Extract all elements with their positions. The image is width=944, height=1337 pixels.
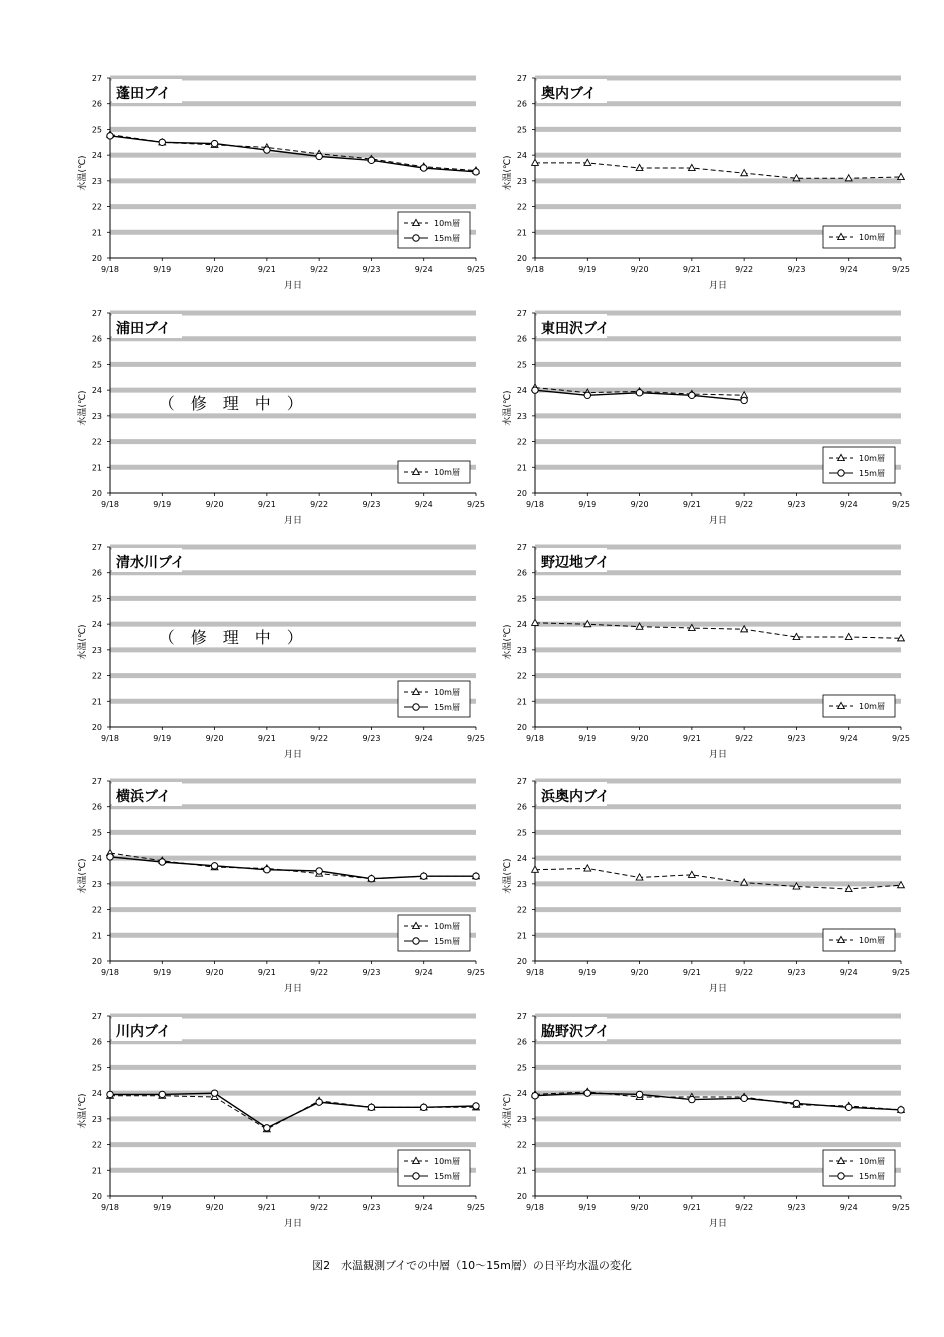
x-tick-label: 9/25 bbox=[467, 265, 485, 274]
line-chart bbox=[495, 305, 935, 535]
y-tick-label: 24 bbox=[91, 854, 102, 864]
legend-label: 10m層 bbox=[434, 468, 460, 477]
y-tick-label: 21 bbox=[516, 1166, 527, 1176]
x-axis-label: 月日 bbox=[708, 516, 728, 526]
y-tick-label: 26 bbox=[516, 1037, 527, 1047]
x-tick-label: 9/19 bbox=[153, 500, 172, 509]
y-axis-label: 水温(℃) bbox=[503, 858, 513, 894]
y-tick-label: 25 bbox=[91, 594, 102, 604]
y-axis-label: 水温(℃) bbox=[503, 1093, 513, 1129]
y-tick-label: 25 bbox=[516, 594, 527, 604]
data-point bbox=[421, 1104, 427, 1110]
x-tick-label: 9/18 bbox=[101, 500, 119, 509]
x-tick-label: 9/22 bbox=[310, 968, 329, 977]
data-point bbox=[636, 390, 642, 396]
x-tick-label: 9/21 bbox=[682, 265, 701, 274]
data-point bbox=[688, 871, 695, 877]
data-point bbox=[421, 165, 427, 171]
data-point bbox=[741, 1095, 747, 1101]
legend-marker bbox=[413, 704, 419, 710]
y-tick-label: 25 bbox=[516, 828, 527, 838]
legend-marker bbox=[838, 470, 844, 476]
x-tick-label: 9/21 bbox=[682, 734, 701, 743]
x-tick-label: 9/18 bbox=[526, 500, 544, 509]
legend-label: 15m層 bbox=[434, 703, 460, 712]
y-tick-label: 27 bbox=[516, 74, 527, 83]
y-tick-label: 26 bbox=[91, 334, 102, 344]
data-point bbox=[473, 1103, 479, 1109]
data-point bbox=[159, 859, 165, 865]
x-tick-label: 9/25 bbox=[467, 1203, 485, 1212]
x-tick-label: 9/20 bbox=[205, 265, 224, 274]
y-axis-label: 水温(℃) bbox=[503, 155, 513, 191]
x-tick-label: 9/23 bbox=[787, 500, 806, 509]
x-tick-label: 9/23 bbox=[362, 500, 381, 509]
x-tick-label: 9/18 bbox=[526, 1203, 544, 1212]
y-axis-label: 水温(℃) bbox=[503, 390, 513, 426]
legend-marker bbox=[413, 1173, 419, 1179]
x-tick-label: 9/22 bbox=[310, 734, 329, 743]
chart-panel-kawauchi bbox=[70, 1008, 510, 1238]
x-tick-label: 9/22 bbox=[735, 265, 754, 274]
data-point bbox=[107, 1091, 113, 1097]
chart-title: 浦田ブイ bbox=[116, 321, 171, 337]
x-tick-label: 9/19 bbox=[153, 968, 172, 977]
y-tick-label: 22 bbox=[91, 202, 102, 212]
y-tick-label: 21 bbox=[516, 931, 527, 941]
line-chart bbox=[495, 1008, 935, 1238]
legend-label: 10m層 bbox=[434, 688, 460, 697]
y-tick-label: 27 bbox=[516, 309, 527, 318]
legend-marker bbox=[838, 1173, 844, 1179]
y-tick-label: 24 bbox=[91, 620, 102, 630]
x-tick-label: 9/24 bbox=[414, 500, 433, 509]
y-tick-label: 25 bbox=[91, 125, 102, 135]
x-tick-label: 9/22 bbox=[735, 500, 754, 509]
y-tick-label: 25 bbox=[91, 828, 102, 838]
x-tick-label: 9/21 bbox=[682, 1203, 701, 1212]
y-tick-label: 24 bbox=[91, 386, 102, 396]
figure-caption: 図2 水温観測ブイでの中層（10～15m層）の日平均水温の変化 bbox=[312, 1259, 632, 1272]
x-tick-label: 9/23 bbox=[362, 968, 381, 977]
y-tick-label: 27 bbox=[516, 1012, 527, 1021]
x-tick-label: 9/20 bbox=[205, 500, 224, 509]
x-tick-label: 9/19 bbox=[578, 1203, 597, 1212]
x-tick-label: 9/21 bbox=[257, 1203, 276, 1212]
data-point bbox=[689, 392, 695, 398]
data-point bbox=[584, 865, 591, 871]
y-tick-label: 25 bbox=[516, 360, 527, 370]
x-tick-label: 9/25 bbox=[467, 734, 485, 743]
x-tick-label: 9/24 bbox=[839, 734, 858, 743]
y-tick-label: 22 bbox=[516, 202, 527, 212]
x-tick-label: 9/24 bbox=[839, 500, 858, 509]
data-point bbox=[793, 1100, 799, 1106]
x-tick-label: 9/18 bbox=[101, 968, 119, 977]
x-tick-label: 9/24 bbox=[414, 1203, 433, 1212]
legend-label: 10m層 bbox=[434, 1157, 460, 1166]
x-tick-label: 9/25 bbox=[892, 500, 910, 509]
y-axis-label: 水温(℃) bbox=[78, 624, 88, 660]
y-tick-label: 23 bbox=[516, 1114, 527, 1124]
y-axis-label: 水温(℃) bbox=[78, 1093, 88, 1129]
y-tick-label: 26 bbox=[516, 99, 527, 109]
x-tick-label: 9/19 bbox=[153, 1203, 172, 1212]
x-tick-label: 9/25 bbox=[467, 500, 485, 509]
x-axis-label: 月日 bbox=[708, 984, 728, 994]
data-point bbox=[741, 397, 747, 403]
x-tick-label: 9/21 bbox=[257, 734, 276, 743]
chart-title: 清水川ブイ bbox=[116, 555, 185, 571]
data-point bbox=[584, 392, 590, 398]
y-tick-label: 23 bbox=[91, 645, 102, 655]
y-tick-label: 23 bbox=[91, 1114, 102, 1124]
y-tick-label: 25 bbox=[516, 125, 527, 135]
data-point bbox=[107, 133, 113, 139]
x-tick-label: 9/18 bbox=[526, 734, 544, 743]
x-tick-label: 9/23 bbox=[787, 1203, 806, 1212]
y-axis-label: 水温(℃) bbox=[503, 624, 513, 660]
data-point bbox=[846, 1104, 852, 1110]
x-tick-label: 9/23 bbox=[362, 1203, 381, 1212]
y-tick-label: 25 bbox=[516, 1063, 527, 1073]
x-tick-label: 9/21 bbox=[257, 265, 276, 274]
series-line bbox=[110, 1096, 476, 1129]
legend bbox=[823, 695, 895, 717]
x-tick-label: 9/18 bbox=[101, 265, 119, 274]
y-tick-label: 20 bbox=[91, 1192, 102, 1201]
chart-title: 東田沢ブイ bbox=[541, 321, 610, 337]
legend bbox=[398, 461, 470, 483]
y-tick-label: 27 bbox=[91, 543, 102, 552]
line-chart bbox=[70, 773, 510, 1003]
x-tick-label: 9/21 bbox=[257, 500, 276, 509]
x-tick-label: 9/20 bbox=[205, 968, 224, 977]
legend-label: 10m層 bbox=[859, 233, 885, 242]
y-tick-label: 22 bbox=[91, 1140, 102, 1150]
data-point bbox=[898, 173, 905, 179]
y-tick-label: 23 bbox=[91, 879, 102, 889]
x-axis-label: 月日 bbox=[283, 1219, 303, 1229]
y-tick-label: 22 bbox=[516, 671, 527, 681]
data-point bbox=[636, 1091, 642, 1097]
y-tick-label: 21 bbox=[91, 463, 102, 473]
chart-panel-wakinosawa bbox=[495, 1008, 935, 1238]
x-tick-label: 9/20 bbox=[630, 734, 649, 743]
y-tick-label: 20 bbox=[516, 254, 527, 263]
data-point bbox=[211, 863, 217, 869]
x-axis-label: 月日 bbox=[283, 984, 303, 994]
x-tick-label: 9/24 bbox=[414, 265, 433, 274]
x-tick-label: 9/22 bbox=[310, 1203, 329, 1212]
x-tick-label: 9/19 bbox=[578, 968, 597, 977]
data-point bbox=[264, 867, 270, 873]
series-10m bbox=[532, 159, 905, 181]
x-tick-label: 9/25 bbox=[892, 1203, 910, 1212]
y-tick-label: 23 bbox=[91, 176, 102, 186]
legend-label: 10m層 bbox=[434, 922, 460, 931]
data-point bbox=[107, 854, 113, 860]
x-tick-label: 9/20 bbox=[630, 968, 649, 977]
y-tick-label: 21 bbox=[516, 463, 527, 473]
data-point bbox=[316, 1099, 322, 1105]
x-axis-label: 月日 bbox=[708, 281, 728, 291]
x-axis-label: 月日 bbox=[708, 750, 728, 760]
x-tick-label: 9/20 bbox=[205, 734, 224, 743]
y-axis-label: 水温(℃) bbox=[78, 390, 88, 426]
legend-label: 10m層 bbox=[859, 702, 885, 711]
y-tick-label: 20 bbox=[91, 254, 102, 263]
line-chart bbox=[70, 1008, 510, 1238]
repair-note: （ 修 理 中 ） bbox=[158, 628, 303, 647]
chart-panel-okunai bbox=[495, 70, 935, 300]
x-tick-label: 9/20 bbox=[630, 265, 649, 274]
x-tick-label: 9/20 bbox=[630, 500, 649, 509]
data-point bbox=[159, 139, 165, 145]
y-tick-label: 22 bbox=[516, 1140, 527, 1150]
chart-title: 蓬田ブイ bbox=[116, 86, 171, 102]
y-tick-label: 26 bbox=[91, 99, 102, 109]
x-tick-label: 9/24 bbox=[839, 265, 858, 274]
x-tick-label: 9/22 bbox=[310, 265, 329, 274]
x-tick-label: 9/18 bbox=[526, 265, 544, 274]
data-point bbox=[368, 876, 374, 882]
data-point bbox=[532, 387, 538, 393]
y-tick-label: 25 bbox=[91, 1063, 102, 1073]
y-tick-label: 20 bbox=[91, 957, 102, 966]
chart-panel-hamaokunai bbox=[495, 773, 935, 1003]
x-tick-label: 9/23 bbox=[787, 734, 806, 743]
y-tick-label: 23 bbox=[516, 176, 527, 186]
chart-panel-noheji bbox=[495, 539, 935, 769]
legend-label: 15m層 bbox=[859, 469, 885, 478]
legend bbox=[823, 1150, 895, 1186]
x-tick-label: 9/24 bbox=[414, 734, 433, 743]
legend-label: 10m層 bbox=[859, 454, 885, 463]
y-tick-label: 26 bbox=[91, 802, 102, 812]
data-point bbox=[584, 1090, 590, 1096]
x-tick-label: 9/23 bbox=[787, 968, 806, 977]
y-tick-label: 21 bbox=[91, 697, 102, 707]
x-tick-label: 9/25 bbox=[892, 265, 910, 274]
y-tick-label: 27 bbox=[516, 543, 527, 552]
line-chart bbox=[495, 773, 935, 1003]
data-point bbox=[532, 1093, 538, 1099]
y-tick-label: 20 bbox=[516, 1192, 527, 1201]
legend-label: 10m層 bbox=[434, 219, 460, 228]
x-tick-label: 9/24 bbox=[414, 968, 433, 977]
y-tick-label: 26 bbox=[516, 334, 527, 344]
x-tick-label: 9/22 bbox=[310, 500, 329, 509]
chart-panel-higashitazawa bbox=[495, 305, 935, 535]
x-axis-label: 月日 bbox=[708, 1219, 728, 1229]
y-tick-label: 22 bbox=[516, 437, 527, 447]
chart-title: 野辺地ブイ bbox=[541, 555, 610, 571]
data-point bbox=[741, 170, 748, 176]
data-point bbox=[159, 1091, 165, 1097]
x-tick-label: 9/20 bbox=[205, 1203, 224, 1212]
data-point bbox=[316, 153, 322, 159]
y-tick-label: 21 bbox=[91, 931, 102, 941]
y-tick-label: 22 bbox=[91, 437, 102, 447]
x-tick-label: 9/18 bbox=[101, 734, 119, 743]
x-tick-label: 9/22 bbox=[735, 734, 754, 743]
y-tick-label: 20 bbox=[516, 723, 527, 732]
y-tick-label: 21 bbox=[516, 697, 527, 707]
y-tick-label: 24 bbox=[516, 620, 527, 630]
y-tick-label: 22 bbox=[516, 905, 527, 915]
data-point bbox=[368, 1104, 374, 1110]
x-tick-label: 9/23 bbox=[787, 265, 806, 274]
x-tick-label: 9/22 bbox=[735, 1203, 754, 1212]
legend-marker bbox=[413, 235, 419, 241]
data-point bbox=[473, 873, 479, 879]
y-axis-label: 水温(℃) bbox=[78, 155, 88, 191]
chart-title: 脇野沢ブイ bbox=[541, 1024, 610, 1040]
legend bbox=[823, 929, 895, 951]
y-tick-label: 24 bbox=[91, 151, 102, 161]
x-axis-label: 月日 bbox=[283, 516, 303, 526]
x-tick-label: 9/22 bbox=[735, 968, 754, 977]
legend bbox=[398, 681, 470, 717]
y-tick-label: 24 bbox=[91, 1089, 102, 1099]
chart-panel-shimizugawa bbox=[70, 539, 510, 769]
line-chart bbox=[495, 70, 935, 300]
y-tick-label: 26 bbox=[91, 1037, 102, 1047]
y-tick-label: 20 bbox=[91, 489, 102, 498]
x-tick-label: 9/20 bbox=[630, 1203, 649, 1212]
data-point bbox=[421, 873, 427, 879]
legend-marker bbox=[413, 938, 419, 944]
legend-label: 10m層 bbox=[859, 1157, 885, 1166]
legend-label: 10m層 bbox=[859, 936, 885, 945]
y-tick-label: 22 bbox=[91, 905, 102, 915]
y-tick-label: 27 bbox=[91, 777, 102, 786]
legend bbox=[398, 1150, 470, 1186]
chart-title: 横浜ブイ bbox=[116, 789, 171, 805]
x-tick-label: 9/24 bbox=[839, 1203, 858, 1212]
x-tick-label: 9/23 bbox=[362, 734, 381, 743]
data-point bbox=[264, 1125, 270, 1131]
data-point bbox=[368, 157, 374, 163]
data-point bbox=[211, 1090, 217, 1096]
x-tick-label: 9/21 bbox=[682, 968, 701, 977]
x-tick-label: 9/23 bbox=[362, 265, 381, 274]
chart-panel-yokohama bbox=[70, 773, 510, 1003]
data-point bbox=[264, 147, 270, 153]
y-tick-label: 20 bbox=[516, 957, 527, 966]
y-tick-label: 26 bbox=[516, 802, 527, 812]
x-axis-label: 月日 bbox=[283, 750, 303, 760]
x-tick-label: 9/19 bbox=[153, 265, 172, 274]
y-tick-label: 24 bbox=[516, 151, 527, 161]
series-15m bbox=[107, 1090, 479, 1131]
x-tick-label: 9/24 bbox=[839, 968, 858, 977]
y-axis-label: 水温(℃) bbox=[78, 858, 88, 894]
x-axis-label: 月日 bbox=[283, 281, 303, 291]
legend-label: 15m層 bbox=[434, 937, 460, 946]
x-tick-label: 9/19 bbox=[578, 500, 597, 509]
y-tick-label: 23 bbox=[516, 879, 527, 889]
legend bbox=[398, 915, 470, 951]
legend-label: 15m層 bbox=[434, 1172, 460, 1181]
x-tick-label: 9/18 bbox=[526, 968, 544, 977]
y-tick-label: 27 bbox=[516, 777, 527, 786]
y-tick-label: 23 bbox=[516, 645, 527, 655]
chart-panel-yomogita bbox=[70, 70, 510, 300]
line-chart bbox=[70, 70, 510, 300]
chart-title: 浜奥内ブイ bbox=[541, 789, 610, 805]
data-point bbox=[898, 1107, 904, 1113]
y-tick-label: 24 bbox=[516, 854, 527, 864]
y-tick-label: 21 bbox=[91, 1166, 102, 1176]
chart-panel-urata bbox=[70, 305, 510, 535]
x-tick-label: 9/19 bbox=[578, 265, 597, 274]
legend-label: 15m層 bbox=[434, 234, 460, 243]
y-tick-label: 26 bbox=[91, 568, 102, 578]
data-point bbox=[473, 169, 479, 175]
legend bbox=[398, 212, 470, 248]
x-tick-label: 9/25 bbox=[892, 734, 910, 743]
data-point bbox=[316, 868, 322, 874]
x-tick-label: 9/25 bbox=[892, 968, 910, 977]
chart-title: 川内ブイ bbox=[116, 1024, 171, 1040]
y-tick-label: 27 bbox=[91, 309, 102, 318]
y-tick-label: 21 bbox=[516, 228, 527, 238]
y-tick-label: 27 bbox=[91, 1012, 102, 1021]
series-10m bbox=[532, 865, 905, 892]
y-tick-label: 23 bbox=[91, 411, 102, 421]
x-tick-label: 9/18 bbox=[101, 1203, 119, 1212]
y-tick-label: 26 bbox=[516, 568, 527, 578]
repair-note: （ 修 理 中 ） bbox=[158, 394, 303, 413]
y-tick-label: 27 bbox=[91, 74, 102, 83]
y-tick-label: 21 bbox=[91, 228, 102, 238]
data-point bbox=[689, 1096, 695, 1102]
y-tick-label: 25 bbox=[91, 360, 102, 370]
y-tick-label: 20 bbox=[91, 723, 102, 732]
legend bbox=[823, 226, 895, 248]
line-chart bbox=[70, 539, 510, 769]
legend-label: 15m層 bbox=[859, 1172, 885, 1181]
legend bbox=[823, 447, 895, 483]
y-tick-label: 23 bbox=[516, 411, 527, 421]
line-chart bbox=[495, 539, 935, 769]
x-tick-label: 9/19 bbox=[153, 734, 172, 743]
y-tick-label: 24 bbox=[516, 1089, 527, 1099]
x-tick-label: 9/19 bbox=[578, 734, 597, 743]
line-chart bbox=[70, 305, 510, 535]
chart-title: 奥内ブイ bbox=[541, 86, 596, 102]
y-tick-label: 22 bbox=[91, 671, 102, 681]
data-point bbox=[211, 140, 217, 146]
y-tick-label: 20 bbox=[516, 489, 527, 498]
x-tick-label: 9/21 bbox=[257, 968, 276, 977]
y-tick-label: 24 bbox=[516, 386, 527, 396]
x-tick-label: 9/21 bbox=[682, 500, 701, 509]
x-tick-label: 9/25 bbox=[467, 968, 485, 977]
